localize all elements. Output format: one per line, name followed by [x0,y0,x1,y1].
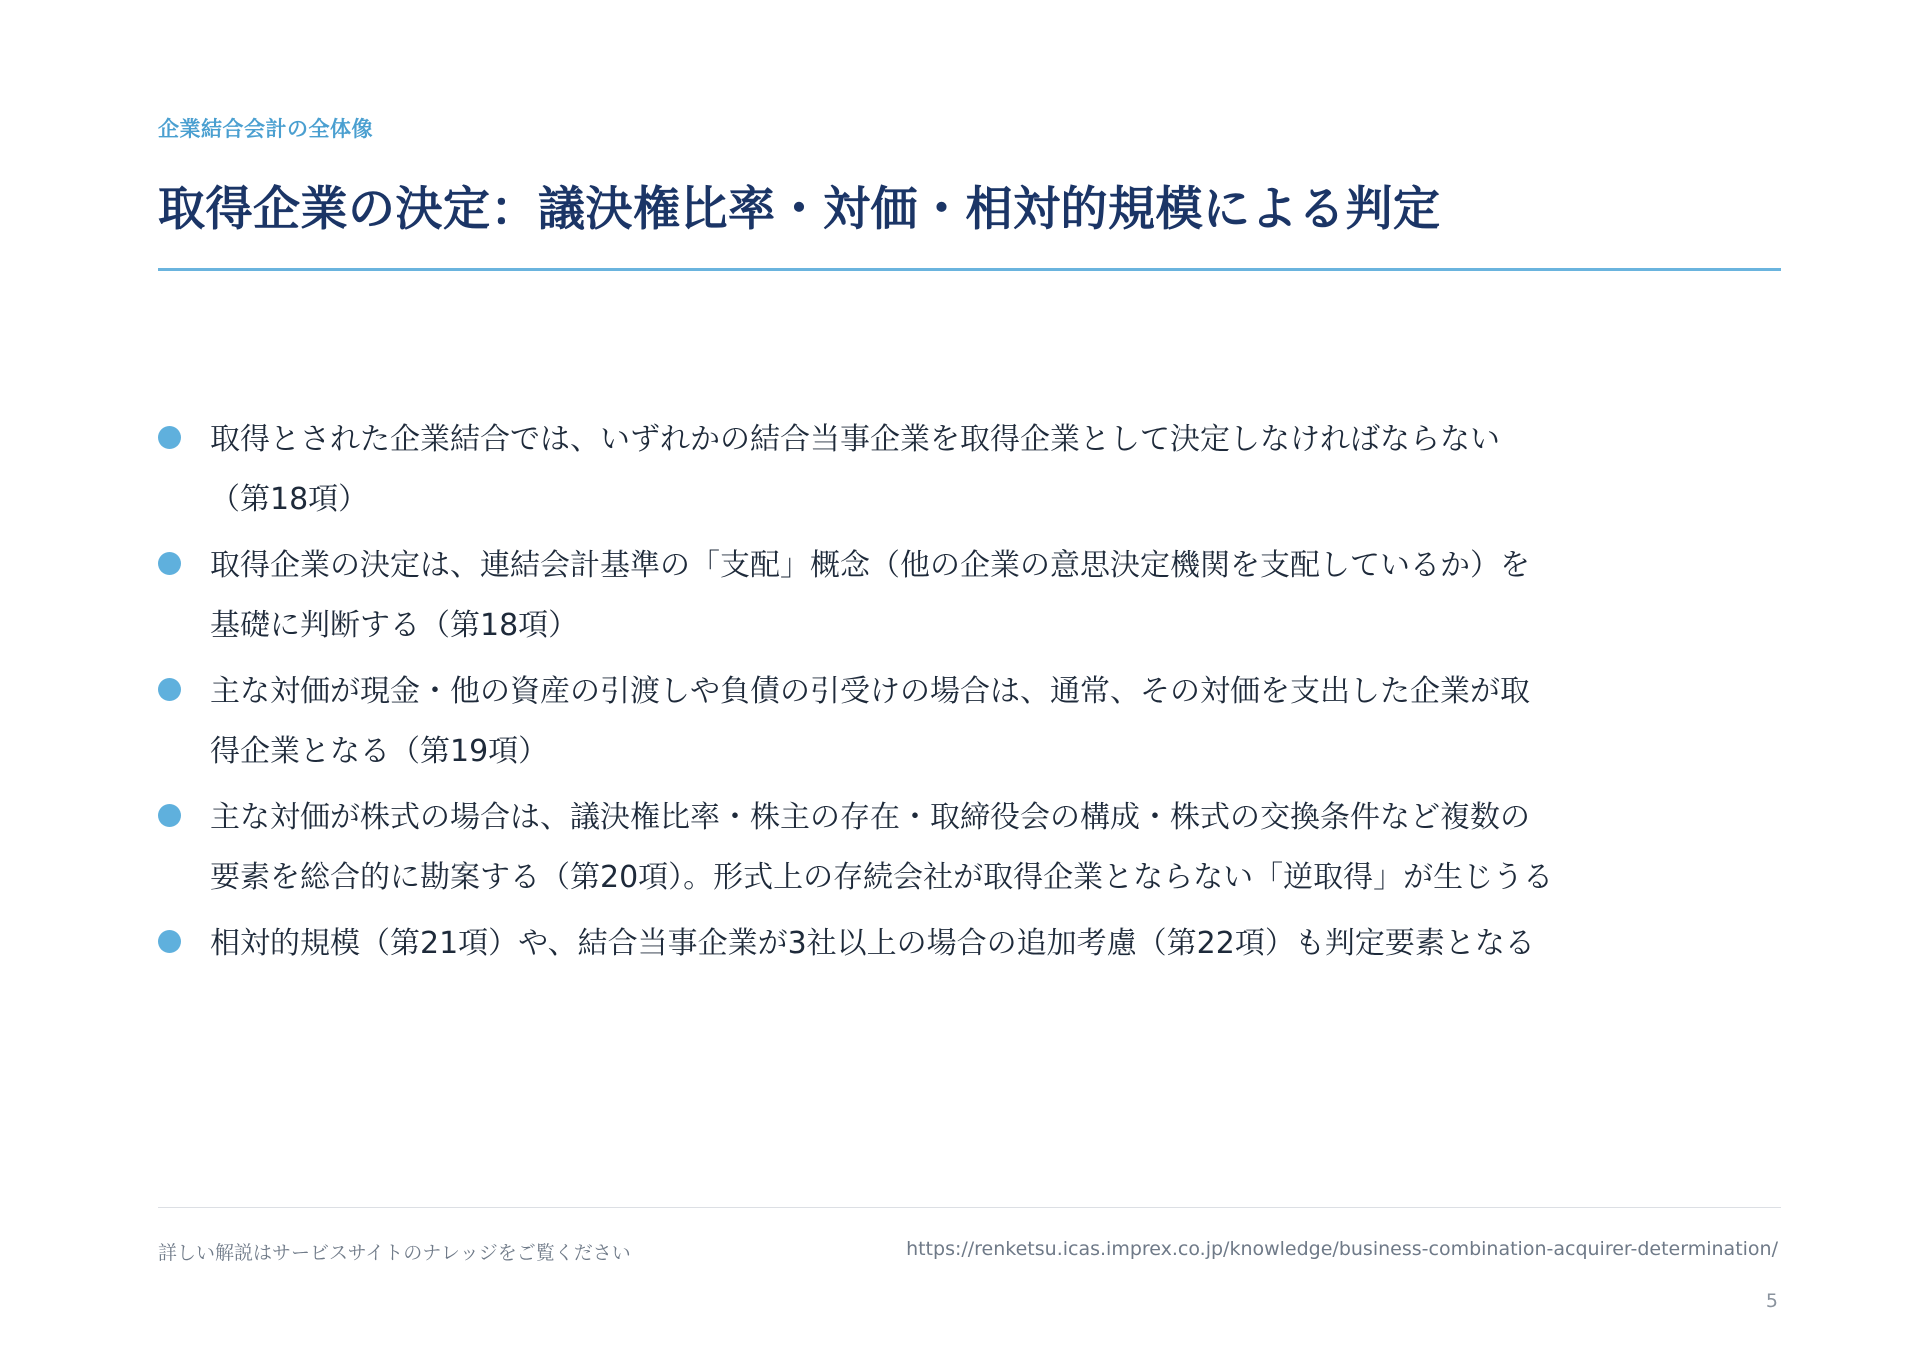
page-number: 5 [1765,1290,1778,1312]
list-item [158,536,1558,656]
title-divider [158,268,1781,271]
bullet-text: 主な対価が株式の場合は、議決権比率・株主の存在・取締役会の構成・株式の交換条件など複数の要素を総合的に勘案する（第20項）。形式上の存続会社が取得企業とならない「逆取得」が生じうる [210,800,1554,895]
bullet-dot-icon [158,678,181,701]
footer-divider [158,1207,1781,1208]
list-item [158,410,1558,530]
footer-url-link[interactable]: https://renketsu.icas.imprex.co.jp/knowledge/business-combination-acquirer-determination/ [906,1238,1778,1260]
bullet-dot-icon [158,552,181,575]
list-item [158,788,1558,908]
footer-note: 詳しい解説はサービスサイトのナレッジをご覧ください [158,1242,631,1264]
bullet-dot-icon [158,804,181,827]
bullet-dot-icon [158,426,181,449]
bullet-text: 取得とされた企業結合では、いずれかの結合当事企業を取得企業として決定しなければならない（第18項） [210,422,1500,517]
list-item [158,914,1558,974]
bullet-text: 取得企業の決定は、連結会計基準の「支配」概念（他の企業の意思決定機関を支配しているか）を基礎に判断する（第18項） [210,548,1530,643]
bullet-dot-icon [158,930,181,953]
bullet-list [158,410,1558,980]
bullet-text: 相対的規模（第21項）や、結合当事企業が3社以上の場合の追加考慮（第22項）も判定要素となる [210,926,1535,961]
section-label: 企業結合会計の全体像 [158,117,373,141]
list-item [158,662,1558,782]
page-title: 取得企業の決定：議決権比率・対価・相対的規模による判定 [158,182,1441,237]
bullet-text: 主な対価が現金・他の資産の引渡しや負債の引受けの場合は、通常、その対価を支出した企業が取得企業となる（第19項） [210,674,1530,769]
